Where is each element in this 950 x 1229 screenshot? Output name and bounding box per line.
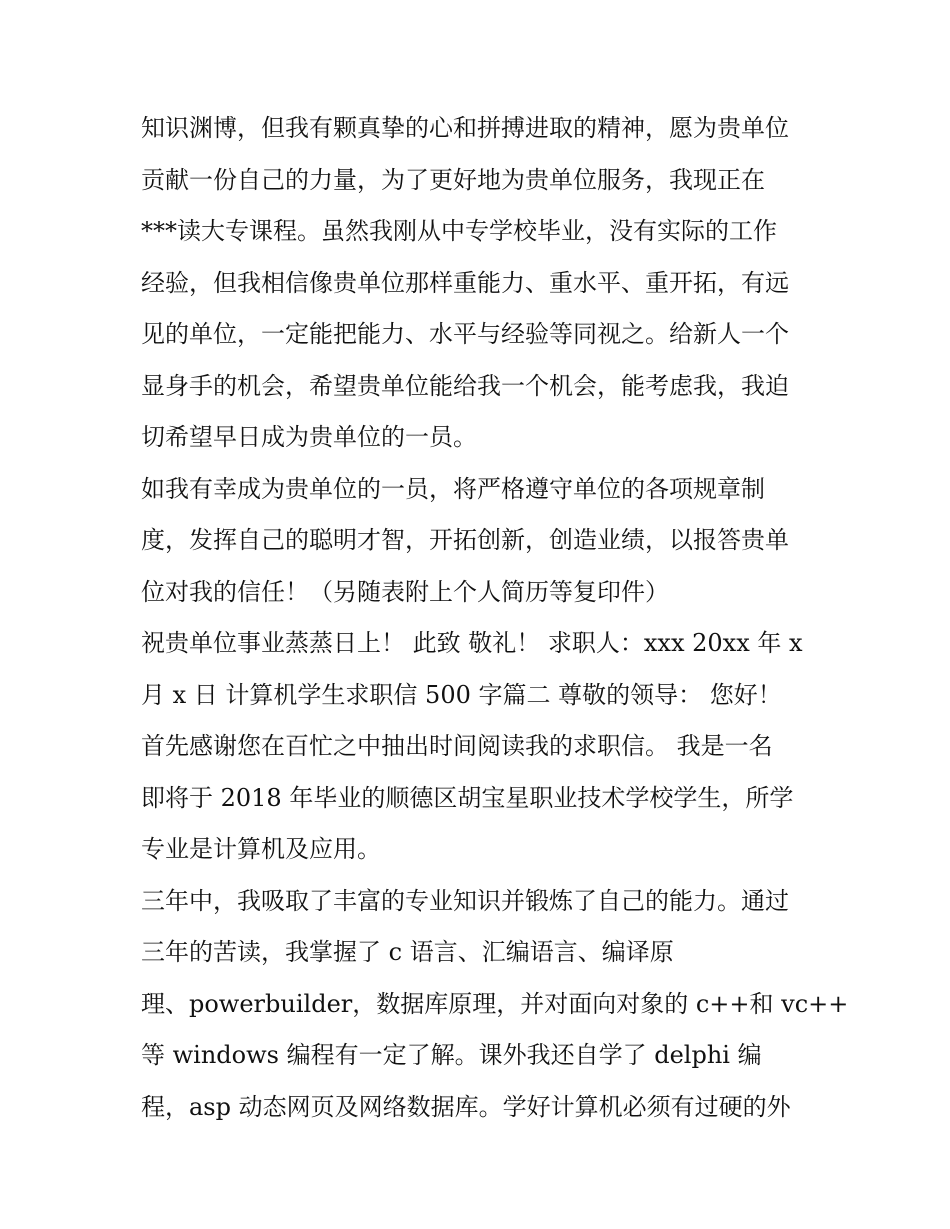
text-line-11: 祝贵单位事业蒸蒸日上！ 此致 敬礼！ 求职人：xxx 20xx 年 x <box>141 629 803 657</box>
text-line-15: 专业是计算机及应用。 <box>141 835 381 863</box>
text-line-19: 等 windows 编程有一定了解。课外我还自学了 delphi 编 <box>141 1041 762 1069</box>
text-line-5: 见的单位，一定能把能力、水平与经验等同视之。给新人一个 <box>141 320 789 348</box>
text-line-12: 月 x 日 计算机学生求职信 500 字篇二 尊敬的领导： 您好！ <box>141 680 782 709</box>
text-line-10: 位对我的信任！（另随表附上个人简历等复印件） <box>141 577 669 606</box>
text-line-4: 经验，但我相信像贵单位那样重能力、重水平、重开拓，有远 <box>141 268 789 297</box>
text-line-6: 显身手的机会，希望贵单位能给我一个机会，能考虑我，我迫 <box>141 371 789 400</box>
text-line-8: 如我有幸成为贵单位的一员，将严格遵守单位的各项规章制 <box>141 474 765 503</box>
text-line-13: 首先感谢您在百忙之中抽出时间阅读我的求职信。 我是一名 <box>141 732 773 760</box>
letter-body <box>141 103 849 1133</box>
text-line-9: 度，发挥自己的聪明才智，开拓创新，创造业绩，以报答贵单 <box>141 526 789 554</box>
text-line-2: 贡献一份自己的力量，为了更好地为贵单位服务，我现正在 <box>141 165 765 194</box>
text-line-7: 切希望早日成为贵单位的一员。 <box>141 423 477 451</box>
text-line-17: 三年的苦读，我掌握了 c 语言、汇编语言、编译原 <box>141 938 674 966</box>
text-line-16: 三年中，我吸取了丰富的专业知识并锻炼了自己的能力。通过 <box>141 886 789 915</box>
text-line-20: 程，asp 动态网页及网络数据库。学好计算机必须有过硬的外 <box>141 1092 791 1121</box>
text-line-3: ***读大专课程。虽然我刚从中专学校毕业，没有实际的工作 <box>141 217 777 245</box>
text-line-14: 即将于 2018 年毕业的顺德区胡宝星职业技术学校学生，所学 <box>141 783 794 812</box>
text-line-1: 知识渊博，但我有颗真挚的心和拼搏进取的精神，愿为贵单位 <box>141 114 789 142</box>
text-line-18: 理、powerbuilder，数据库原理，并对面向对象的 c++和 vc++ <box>141 989 849 1018</box>
